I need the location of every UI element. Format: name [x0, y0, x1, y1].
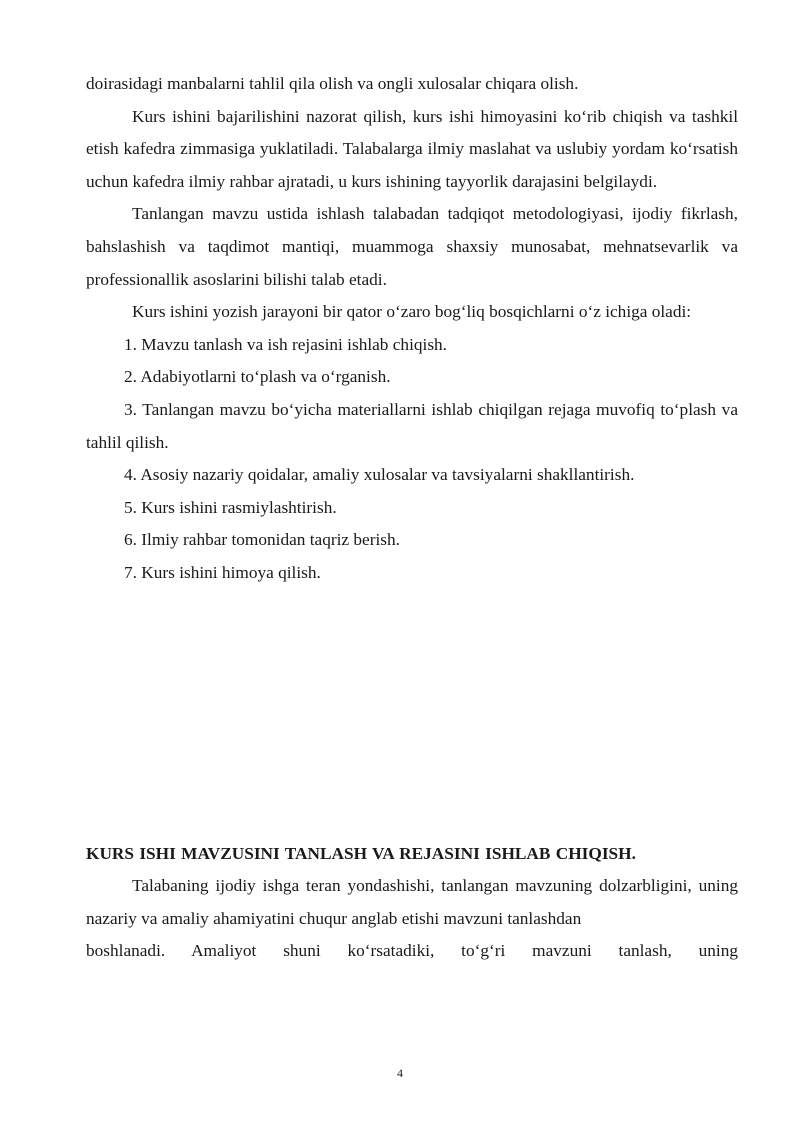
- paragraph-process-intro: Kurs ishini yozish jarayoni bir qator o‘zaro bog‘liq bosqichlarni o‘z ichiga oladi:: [132, 302, 692, 322]
- section-intro: [86, 870, 738, 968]
- blank-space: [86, 590, 738, 838]
- list-item: 6. Ilmiy rahbar tomonidan taqriz berish.: [124, 530, 400, 550]
- list-item: 4. Asosiy nazariy qoidalar, amaliy xulosalar va tavsiyalarni shakllantirish.: [124, 465, 635, 485]
- list-item: 1. Mavzu tanlash va ish rejasini ishlab chiqish.: [124, 334, 448, 354]
- paragraph-supervision: Kurs ishini bajarilishini nazorat qilish, kurs ishi himoyasini ko‘rib chiqish va tashkil etish kafedra zimmasiga yuklatiladi. Talabalarga ilmiy maslahat va uslubiy yordam ko‘rsatish uchun kafedra ilmiy rahbar ajratadi, u kurs ishining tayyorlik darajasini belgilaydi.: [86, 106, 738, 191]
- document-page: [86, 68, 738, 968]
- list-item: 2. Adabiyotlarni to‘plash va o‘rganish.: [124, 367, 391, 387]
- list-item: 5. Kurs ishini rasmiylashtirish.: [124, 497, 337, 517]
- page-number: 4: [397, 1066, 403, 1080]
- list-item: 3. Tanlangan mavzu bo‘yicha materiallarni ishlab chiqilgan rejaga muvofiq to‘plash va tahlil qilish.: [86, 399, 738, 452]
- section-heading: KURS ISHI MAVZUSINI TANLASH VA REJASINI ISHLAB CHIQISH.: [86, 843, 636, 863]
- section-intro-last-line: boshlanadi. Amaliyot shuni ko‘rsatadiki, to‘g‘ri mavzuni tanlash, uning: [86, 941, 738, 961]
- steps-list: [86, 329, 738, 590]
- section-intro-text: Talabaning ijodiy ishga teran yondashishi, tanlangan mavzuning dolzarbligini, uning nazariy va amaliy ahamiyatini chuqur anglab etishi mavzuni tanlashdan: [86, 876, 738, 928]
- paragraph-requirements: Tanlangan mavzu ustida ishlash talabadan tadqiqot metodologiyasi, ijodiy fikrlash, bahslashish va taqdimot mantiqi, muammoga shaxsiy munosabat, mehnatsevarlik va professionallik asoslarini bilishi talab etadi.: [86, 204, 738, 289]
- paragraph-continuation: doirasidagi manbalarni tahlil qila olish va ongli xulosalar chiqara olish.: [86, 74, 579, 93]
- list-item: 7. Kurs ishini himoya qilish.: [124, 562, 321, 582]
